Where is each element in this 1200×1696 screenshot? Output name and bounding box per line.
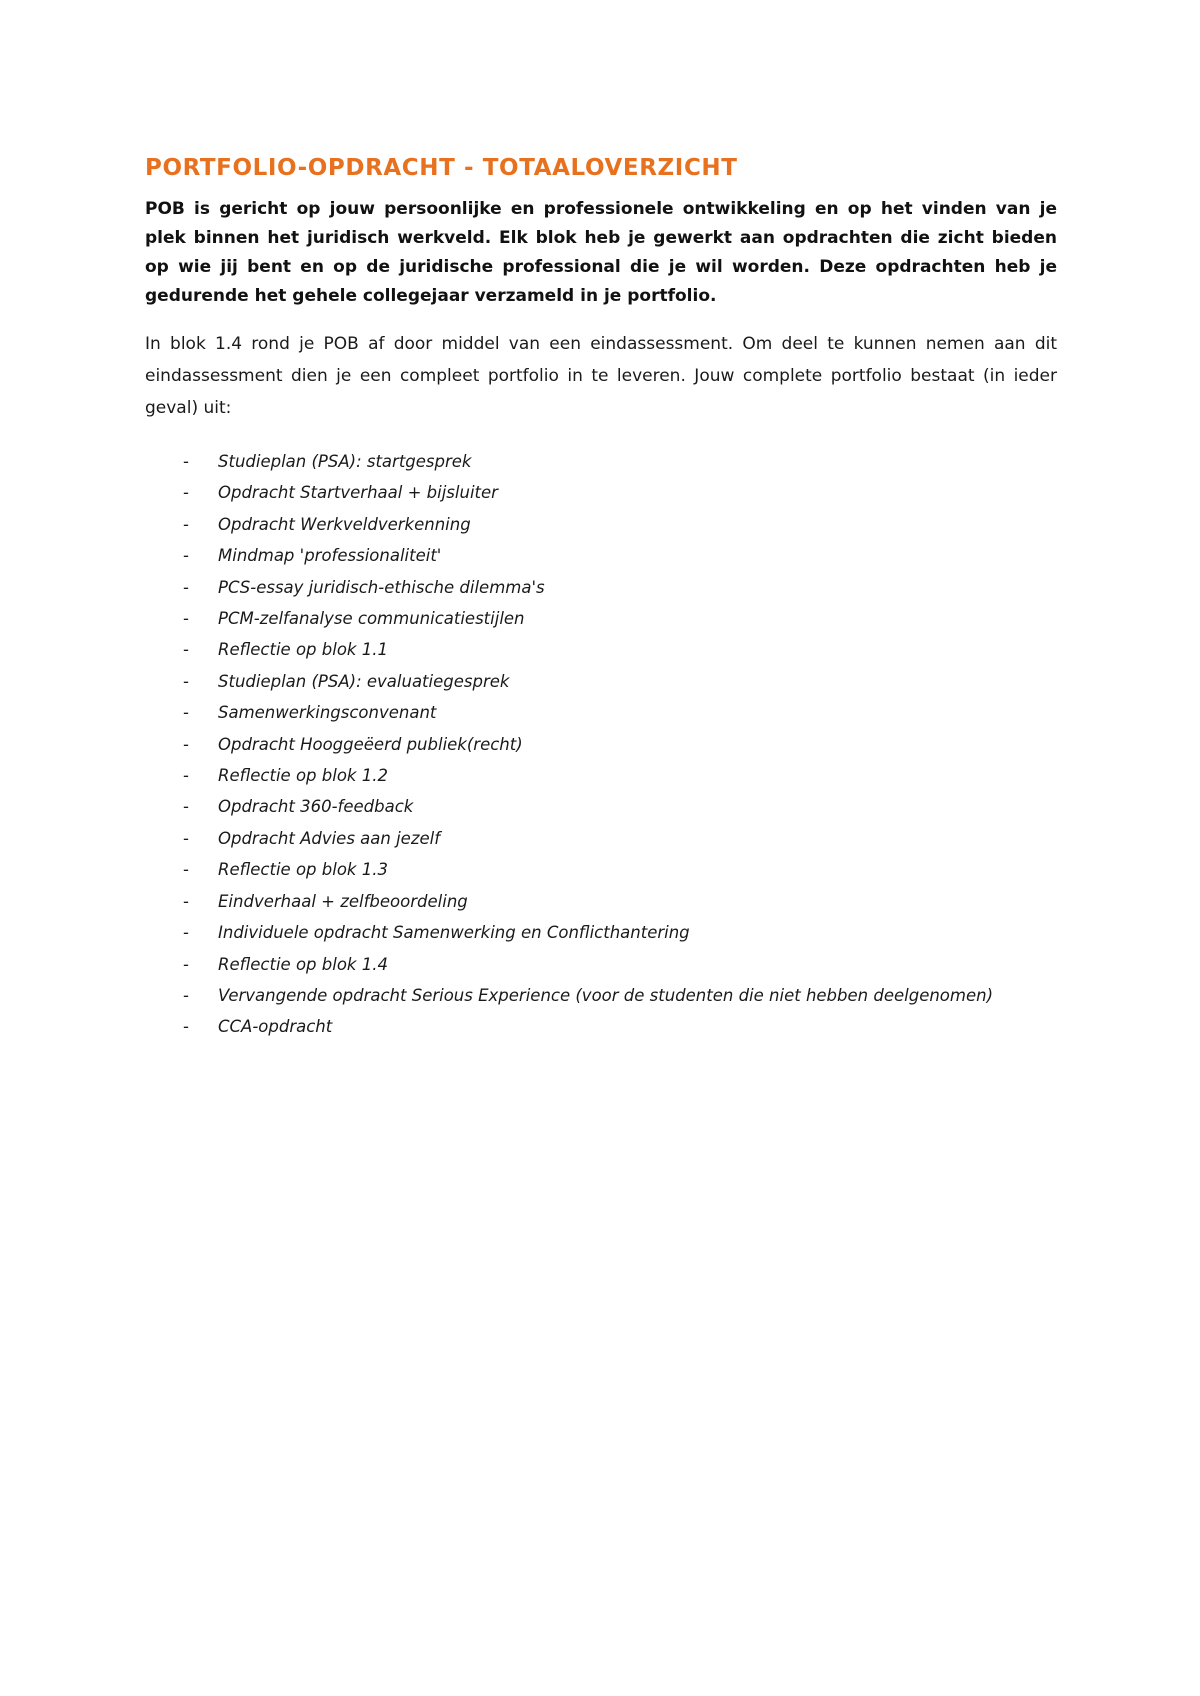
list-item <box>145 949 1057 980</box>
list-item <box>145 603 1057 634</box>
list-item-text: CCA-opdracht <box>218 1017 333 1037</box>
bullet-dash: - <box>183 891 189 911</box>
bullet-dash: - <box>183 514 189 534</box>
list-item-text: Opdracht Hooggeëerd publiek(recht) <box>218 734 523 754</box>
list-item <box>145 917 1057 948</box>
list-item <box>145 886 1057 917</box>
bullet-dash: - <box>183 577 189 597</box>
list-item-text: Opdracht Werkveldverkenning <box>218 514 471 534</box>
bullet-dash: - <box>183 797 189 817</box>
body-paragraph: In blok 1.4 rond je POB af door middel van een eindassessment. Om deel te kunnen nemen aan dit eindassessment dien je een compleet portfolio in te leveren. Jouw complete portfolio bestaat (in ieder geval) uit: <box>145 334 1057 418</box>
bullet-dash: - <box>183 734 189 754</box>
list-item <box>145 729 1057 760</box>
bullet-dash: - <box>183 671 189 691</box>
bullet-dash: - <box>183 483 189 503</box>
list-item-text: Eindverhaal + zelfbeoordeling <box>218 891 468 911</box>
list-item <box>145 854 1057 885</box>
list-item-text: PCS-essay juridisch-ethische dilemma's <box>218 577 545 597</box>
list-item-text: Studieplan (PSA): evaluatiegesprek <box>218 671 510 691</box>
list-item-text: Opdracht Advies aan jezelf <box>218 828 441 848</box>
bullet-dash: - <box>183 985 189 1005</box>
list-item <box>145 791 1057 822</box>
list-item <box>145 697 1057 728</box>
list-item <box>145 572 1057 603</box>
list-item-text: Mindmap 'professionaliteit' <box>218 546 442 566</box>
list-item <box>145 477 1057 508</box>
list-item-text: Reflectie op blok 1.4 <box>218 954 388 974</box>
list-item <box>145 980 1057 1011</box>
list-item <box>145 666 1057 697</box>
bullet-dash: - <box>183 452 189 471</box>
list-item <box>145 540 1057 571</box>
list-item <box>145 823 1057 854</box>
intro-paragraph: POB is gericht op jouw persoonlijke en professionele ontwikkeling en op het vinden van je plek binnen het juridisch werkveld. Elk blok heb je gewerkt aan opdrachten die zicht bieden op wie jij bent en op de juridische professional die je wil worden. Deze opdrachten heb je gedurende het gehele collegejaar verzameld in je portfolio. <box>145 199 1057 306</box>
list-item <box>145 634 1057 665</box>
list-item-text: Opdracht Startverhaal + bijsluiter <box>218 483 498 503</box>
list-item-text: Reflectie op blok 1.3 <box>218 860 388 880</box>
list-item <box>145 760 1057 791</box>
bullet-dash: - <box>183 1017 189 1037</box>
list-item-text: Opdracht 360-feedback <box>218 797 414 817</box>
bullet-dash: - <box>183 828 189 848</box>
bullet-dash: - <box>183 923 189 943</box>
list-item-text: Samenwerkingsconvenant <box>218 703 437 723</box>
bullet-dash: - <box>183 640 189 660</box>
document-title: PORTFOLIO-OPDRACHT - TOTAALOVERZICHT <box>145 155 738 181</box>
bullet-dash: - <box>183 546 189 566</box>
document-page <box>145 145 1057 1043</box>
bullet-dash: - <box>183 766 189 786</box>
bullet-dash: - <box>183 703 189 723</box>
list-item-text: Studieplan (PSA): startgesprek <box>218 452 472 471</box>
bullet-dash: - <box>183 954 189 974</box>
list-item <box>145 509 1057 540</box>
list-item-text: Individuele opdracht Samenwerking en Conflicthantering <box>218 923 690 943</box>
list-item-text: Reflectie op blok 1.1 <box>218 640 388 660</box>
portfolio-items-list <box>145 446 1057 1043</box>
list-item <box>145 1011 1057 1042</box>
bullet-dash: - <box>183 609 189 629</box>
list-item-text: Vervangende opdracht Serious Experience (voor de studenten die niet hebben deelgenomen) <box>218 985 994 1005</box>
list-item <box>145 446 1057 477</box>
list-item-text: Reflectie op blok 1.2 <box>218 766 388 786</box>
bullet-dash: - <box>183 860 189 880</box>
list-item-text: PCM-zelfanalyse communicatiestijlen <box>218 609 525 629</box>
